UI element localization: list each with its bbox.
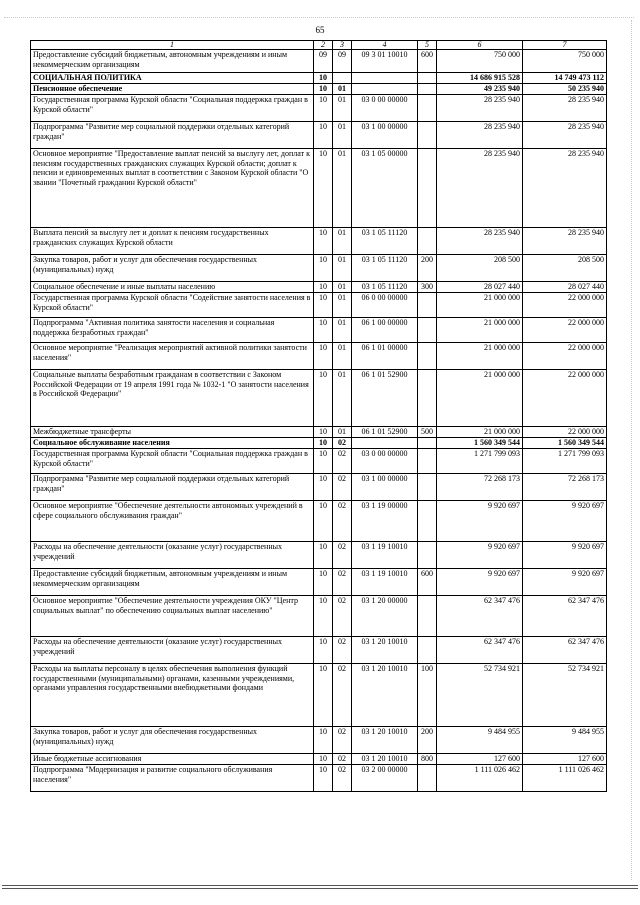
column-number: 2 xyxy=(314,41,333,50)
amount-year2-cell: 28 235 940 xyxy=(523,95,607,122)
subsection-code-cell: 01 xyxy=(333,370,352,427)
table-row xyxy=(31,542,607,569)
section-code-cell: 10 xyxy=(314,637,333,664)
subsection-code-cell: 01 xyxy=(333,318,352,343)
section-code-cell: 10 xyxy=(314,427,333,438)
amount-year2-cell: 22 000 000 xyxy=(523,427,607,438)
expense-type-cell xyxy=(418,228,437,255)
section-code-cell: 10 xyxy=(314,474,333,501)
target-article-cell: 03 0 00 00000 xyxy=(352,449,418,474)
column-number: 7 xyxy=(523,41,607,50)
expense-type-cell xyxy=(418,293,437,318)
amount-year1-cell: 21 000 000 xyxy=(437,293,523,318)
amount-year2-cell: 28 027 440 xyxy=(523,282,607,293)
row-name-cell: Расходы на обеспечение деятельности (оказание услуг) государственных учреждений xyxy=(31,542,314,569)
amount-year1-cell: 28 235 940 xyxy=(437,149,523,228)
amount-year2-cell: 9 920 697 xyxy=(523,542,607,569)
expense-type-cell xyxy=(418,596,437,637)
section-code-cell: 10 xyxy=(314,84,333,95)
table-row xyxy=(31,370,607,427)
target-article-cell: 03 1 20 10010 xyxy=(352,664,418,727)
target-article-cell xyxy=(352,84,418,95)
row-name-cell: Подпрограмма "Развитие мер социальной поддержки отдельных категорий граждан" xyxy=(31,474,314,501)
page-number: 65 xyxy=(315,25,325,35)
amount-year2-cell: 62 347 476 xyxy=(523,637,607,664)
amount-year1-cell: 28 235 940 xyxy=(437,122,523,149)
expense-type-cell: 200 xyxy=(418,727,437,754)
target-article-cell: 06 1 01 52900 xyxy=(352,370,418,427)
table-row xyxy=(31,727,607,754)
section-code-cell: 10 xyxy=(314,73,333,84)
row-name-cell: Основное мероприятие "Предоставление выплат пенсий за выслугу лет, доплат к пенсиям государственных гражданских служащих Курской области; доплат к пенсии и единовременных выплат в соответствии с Законом Курской области "О звании "Почетный гражданин Курской области" xyxy=(31,149,314,228)
subsection-code-cell: 01 xyxy=(333,149,352,228)
target-article-cell: 06 1 01 52900 xyxy=(352,427,418,438)
amount-year2-cell: 72 268 173 xyxy=(523,474,607,501)
subsection-code-cell: 01 xyxy=(333,255,352,282)
expense-type-cell xyxy=(418,370,437,427)
amount-year2-cell: 22 000 000 xyxy=(523,318,607,343)
amount-year1-cell: 9 920 697 xyxy=(437,501,523,542)
amount-year1-cell: 21 000 000 xyxy=(437,318,523,343)
subsection-code-cell: 09 xyxy=(333,50,352,73)
expense-type-cell: 100 xyxy=(418,664,437,727)
amount-year2-cell: 52 734 921 xyxy=(523,664,607,727)
subsection-code-cell: 02 xyxy=(333,664,352,727)
row-name-cell: Расходы на обеспечение деятельности (оказание услуг) государственных учреждений xyxy=(31,637,314,664)
column-number: 1 xyxy=(31,41,314,50)
table-row xyxy=(31,438,607,449)
section-code-cell: 10 xyxy=(314,255,333,282)
expense-type-cell xyxy=(418,474,437,501)
table-row xyxy=(31,293,607,318)
row-name-cell: Подпрограмма "Модернизация и развитие социального обслуживания населения" xyxy=(31,765,314,792)
row-name-cell: Предоставление субсидий бюджетным, автономным учреждениям и иным некоммерческим организациям xyxy=(31,569,314,596)
subsection-code-cell: 02 xyxy=(333,438,352,449)
row-name-cell: Подпрограмма "Развитие мер социальной поддержки отдельных категорий граждан" xyxy=(31,122,314,149)
table-row xyxy=(31,449,607,474)
table-row xyxy=(31,282,607,293)
section-code-cell: 10 xyxy=(314,501,333,542)
subsection-code-cell: 02 xyxy=(333,754,352,765)
amount-year2-cell: 50 235 940 xyxy=(523,84,607,95)
target-article-cell: 03 1 19 10010 xyxy=(352,569,418,596)
column-number: 6 xyxy=(437,41,523,50)
expense-type-cell xyxy=(418,343,437,370)
table-row xyxy=(31,95,607,122)
amount-year2-cell: 9 484 955 xyxy=(523,727,607,754)
amount-year2-cell: 28 235 940 xyxy=(523,228,607,255)
amount-year1-cell: 9 920 697 xyxy=(437,569,523,596)
section-code-cell: 10 xyxy=(314,596,333,637)
expense-type-cell xyxy=(418,765,437,792)
section-code-cell: 10 xyxy=(314,727,333,754)
expense-type-cell xyxy=(418,449,437,474)
amount-year1-cell: 9 484 955 xyxy=(437,727,523,754)
row-name-cell: Расходы на выплаты персоналу в целях обеспечения выполнения функций государственными (муниципальными) органами, казенными учреждениями, органами управления государственными внебюджетными фондами xyxy=(31,664,314,727)
row-name-cell: Подпрограмма "Активная политика занятости населения и социальная поддержка безработных граждан" xyxy=(31,318,314,343)
subsection-code-cell xyxy=(333,73,352,84)
row-name-cell: СОЦИАЛЬНАЯ ПОЛИТИКА xyxy=(31,73,314,84)
section-code-cell: 10 xyxy=(314,228,333,255)
amount-year2-cell: 22 000 000 xyxy=(523,343,607,370)
subsection-code-cell: 02 xyxy=(333,569,352,596)
expense-type-cell xyxy=(418,149,437,228)
subsection-code-cell: 02 xyxy=(333,449,352,474)
amount-year1-cell: 62 347 476 xyxy=(437,596,523,637)
target-article-cell: 03 1 20 10010 xyxy=(352,754,418,765)
section-code-cell: 10 xyxy=(314,293,333,318)
amount-year1-cell: 1 271 799 093 xyxy=(437,449,523,474)
expense-type-cell xyxy=(418,122,437,149)
section-code-cell: 10 xyxy=(314,318,333,343)
row-name-cell: Закупка товаров, работ и услуг для обеспечения государственных (муниципальных) нужд xyxy=(31,727,314,754)
section-code-cell: 10 xyxy=(314,754,333,765)
row-name-cell: Основное мероприятие "Реализация мероприятий активной политики занятости населения" xyxy=(31,343,314,370)
amount-year2-cell: 28 235 940 xyxy=(523,122,607,149)
table-row xyxy=(31,754,607,765)
amount-year1-cell: 72 268 173 xyxy=(437,474,523,501)
amount-year2-cell: 1 560 349 544 xyxy=(523,438,607,449)
target-article-cell: 06 1 01 00000 xyxy=(352,343,418,370)
page-bottom-rule xyxy=(2,885,638,886)
target-article-cell: 03 1 00 00000 xyxy=(352,474,418,501)
section-code-cell: 10 xyxy=(314,370,333,427)
target-article-cell: 03 1 00 00000 xyxy=(352,122,418,149)
column-number: 5 xyxy=(418,41,437,50)
target-article-cell: 06 0 00 00000 xyxy=(352,293,418,318)
row-name-cell: Иные бюджетные ассигнования xyxy=(31,754,314,765)
section-code-cell: 10 xyxy=(314,664,333,727)
target-article-cell: 03 1 05 11120 xyxy=(352,282,418,293)
column-number: 3 xyxy=(333,41,352,50)
target-article-cell: 03 1 19 00000 xyxy=(352,501,418,542)
amount-year2-cell: 1 271 799 093 xyxy=(523,449,607,474)
amount-year1-cell: 62 347 476 xyxy=(437,637,523,664)
expense-type-cell: 300 xyxy=(418,282,437,293)
subsection-code-cell: 02 xyxy=(333,727,352,754)
amount-year1-cell: 52 734 921 xyxy=(437,664,523,727)
expense-type-cell xyxy=(418,84,437,95)
expense-type-cell xyxy=(418,318,437,343)
amount-year1-cell: 750 000 xyxy=(437,50,523,73)
row-name-cell: Социальное обеспечение и иные выплаты населению xyxy=(31,282,314,293)
table-row xyxy=(31,122,607,149)
amount-year2-cell: 62 347 476 xyxy=(523,596,607,637)
table-row xyxy=(31,664,607,727)
target-article-cell xyxy=(352,73,418,84)
column-number: 4 xyxy=(352,41,418,50)
table-row xyxy=(31,228,607,255)
table-row xyxy=(31,84,607,95)
section-code-cell: 09 xyxy=(314,50,333,73)
amount-year1-cell: 1 560 349 544 xyxy=(437,438,523,449)
section-code-cell: 10 xyxy=(314,449,333,474)
amount-year1-cell: 28 027 440 xyxy=(437,282,523,293)
row-name-cell: Социальные выплаты безработным гражданам в соответствии с Законом Российской Федерации от 19 апреля 1991 года № 1032-1 "О занятости населения в Российской Федерации" xyxy=(31,370,314,427)
target-article-cell: 03 0 00 00000 xyxy=(352,95,418,122)
row-name-cell: Межбюджетные трансферты xyxy=(31,427,314,438)
amount-year1-cell: 14 686 915 528 xyxy=(437,73,523,84)
page-top-dotted-border xyxy=(4,17,634,18)
table-row xyxy=(31,501,607,542)
amount-year1-cell: 9 920 697 xyxy=(437,542,523,569)
amount-year1-cell: 21 000 000 xyxy=(437,370,523,427)
row-name-cell: Государственная программа Курской области "Социальная поддержка граждан в Курской области" xyxy=(31,95,314,122)
target-article-cell: 06 1 00 00000 xyxy=(352,318,418,343)
expense-type-cell: 200 xyxy=(418,255,437,282)
expense-type-cell xyxy=(418,542,437,569)
amount-year2-cell: 750 000 xyxy=(523,50,607,73)
table-row xyxy=(31,318,607,343)
row-name-cell: Выплата пенсий за выслугу лет и доплат к пенсиям государственных гражданских служащих Курской области xyxy=(31,228,314,255)
table-row xyxy=(31,427,607,438)
amount-year2-cell: 9 920 697 xyxy=(523,501,607,542)
section-code-cell: 10 xyxy=(314,765,333,792)
page-right-dotted-border xyxy=(631,20,632,880)
page-bottom-rule xyxy=(2,888,638,889)
subsection-code-cell: 02 xyxy=(333,765,352,792)
section-code-cell: 10 xyxy=(314,95,333,122)
subsection-code-cell: 01 xyxy=(333,282,352,293)
row-name-cell: Предоставление субсидий бюджетным, автономным учреждениям и иным некоммерческим организациям xyxy=(31,50,314,73)
target-article-cell: 03 1 19 10010 xyxy=(352,542,418,569)
amount-year2-cell: 14 749 473 112 xyxy=(523,73,607,84)
section-code-cell: 10 xyxy=(314,149,333,228)
subsection-code-cell: 02 xyxy=(333,637,352,664)
table-row xyxy=(31,569,607,596)
target-article-cell: 03 1 05 00000 xyxy=(352,149,418,228)
amount-year1-cell: 28 235 940 xyxy=(437,228,523,255)
target-article-cell: 09 3 01 10010 xyxy=(352,50,418,73)
subsection-code-cell: 01 xyxy=(333,427,352,438)
target-article-cell: 03 1 05 11120 xyxy=(352,255,418,282)
row-name-cell: Государственная программа Курской области "Содействие занятости населения в Курской области" xyxy=(31,293,314,318)
table-row xyxy=(31,149,607,228)
subsection-code-cell: 01 xyxy=(333,84,352,95)
target-article-cell: 03 2 00 00000 xyxy=(352,765,418,792)
subsection-code-cell: 02 xyxy=(333,596,352,637)
expense-type-cell: 500 xyxy=(418,427,437,438)
amount-year2-cell: 127 600 xyxy=(523,754,607,765)
amount-year2-cell: 9 920 697 xyxy=(523,569,607,596)
table-row xyxy=(31,343,607,370)
subsection-code-cell: 01 xyxy=(333,228,352,255)
table-row xyxy=(31,50,607,73)
table-row xyxy=(31,637,607,664)
table-row xyxy=(31,255,607,282)
section-code-cell: 10 xyxy=(314,122,333,149)
amount-year1-cell: 28 235 940 xyxy=(437,95,523,122)
target-article-cell: 03 1 20 10010 xyxy=(352,637,418,664)
row-name-cell: Закупка товаров, работ и услуг для обеспечения государственных (муниципальных) нужд xyxy=(31,255,314,282)
amount-year2-cell: 28 235 940 xyxy=(523,149,607,228)
subsection-code-cell: 01 xyxy=(333,343,352,370)
amount-year2-cell: 22 000 000 xyxy=(523,293,607,318)
amount-year1-cell: 208 500 xyxy=(437,255,523,282)
amount-year1-cell: 49 235 940 xyxy=(437,84,523,95)
row-name-cell: Социальное обслуживание населения xyxy=(31,438,314,449)
expense-type-cell xyxy=(418,73,437,84)
section-code-cell: 10 xyxy=(314,282,333,293)
expense-type-cell xyxy=(418,438,437,449)
amount-year2-cell: 1 111 026 462 xyxy=(523,765,607,792)
row-name-cell: Основное мероприятие "Обеспечение деятельности автономных учреждений в сфере социального обслуживания граждан" xyxy=(31,501,314,542)
subsection-code-cell: 02 xyxy=(333,501,352,542)
section-code-cell: 10 xyxy=(314,343,333,370)
table-body xyxy=(31,41,607,792)
table-row xyxy=(31,474,607,501)
target-article-cell: 03 1 20 10010 xyxy=(352,727,418,754)
amount-year1-cell: 127 600 xyxy=(437,754,523,765)
table-row xyxy=(31,765,607,792)
section-code-cell: 10 xyxy=(314,569,333,596)
subsection-code-cell: 01 xyxy=(333,293,352,318)
amount-year1-cell: 21 000 000 xyxy=(437,343,523,370)
table-row xyxy=(31,73,607,84)
amount-year2-cell: 22 000 000 xyxy=(523,370,607,427)
expense-type-cell: 600 xyxy=(418,50,437,73)
budget-table xyxy=(30,40,607,792)
target-article-cell: 03 1 05 11120 xyxy=(352,228,418,255)
expense-type-cell xyxy=(418,501,437,542)
target-article-cell xyxy=(352,438,418,449)
row-name-cell: Основное мероприятие "Обеспечение деятельности учреждения ОКУ "Центр социальных выплат" по обеспечению социальных выплат населению" xyxy=(31,596,314,637)
expense-type-cell: 600 xyxy=(418,569,437,596)
table-row xyxy=(31,596,607,637)
expense-type-cell: 800 xyxy=(418,754,437,765)
subsection-code-cell: 02 xyxy=(333,542,352,569)
subsection-code-cell: 02 xyxy=(333,474,352,501)
subsection-code-cell: 01 xyxy=(333,122,352,149)
subsection-code-cell: 01 xyxy=(333,95,352,122)
section-code-cell: 10 xyxy=(314,542,333,569)
row-name-cell: Государственная программа Курской области "Социальная поддержка граждан в Курской области" xyxy=(31,449,314,474)
amount-year1-cell: 21 000 000 xyxy=(437,427,523,438)
target-article-cell: 03 1 20 00000 xyxy=(352,596,418,637)
expense-type-cell xyxy=(418,637,437,664)
row-name-cell: Пенсионное обеспечение xyxy=(31,84,314,95)
expense-type-cell xyxy=(418,95,437,122)
amount-year1-cell: 1 111 026 462 xyxy=(437,765,523,792)
section-code-cell: 10 xyxy=(314,438,333,449)
amount-year2-cell: 208 500 xyxy=(523,255,607,282)
column-number-row xyxy=(31,41,607,50)
